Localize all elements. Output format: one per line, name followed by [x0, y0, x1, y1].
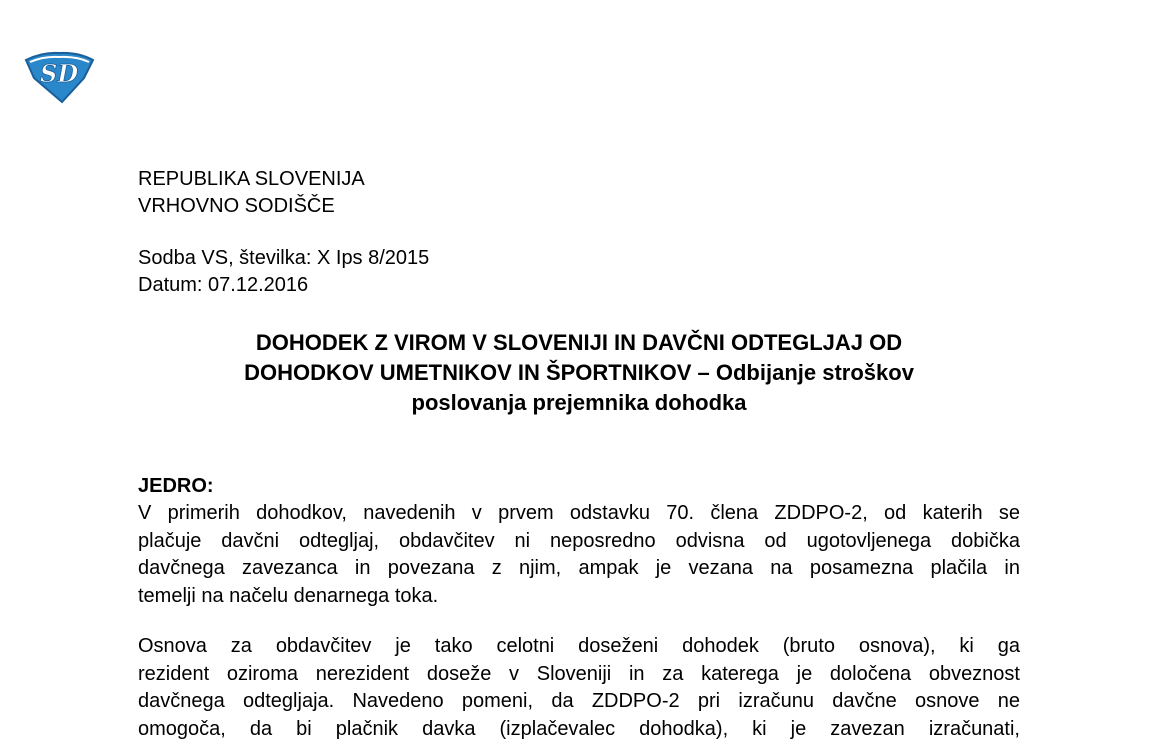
paragraph	[138, 500, 1020, 610]
title-line: DOHODEK Z VIROM V SLOVENIJI IN DAVČNI ODTEGLJAJ OD	[255, 330, 903, 355]
country-name: REPUBLIKA SLOVENIJA	[138, 168, 365, 190]
court-name: VRHOVNO SODIŠČE	[138, 195, 335, 217]
paragraph-line: davčnega odtegljaja. Navedeno pomeni, da ZDDPO-2 pri izračunu davčne osnove ne	[138, 690, 1020, 712]
paragraph-line: Osnova za obdavčitev je tako celotni doseženi dohodek (bruto osnova), ki ga	[138, 635, 1020, 657]
paragraph	[138, 633, 1020, 743]
sd-shield-logo-icon	[22, 50, 96, 104]
case-date: Datum: 07.12.2016	[138, 274, 309, 296]
section-heading-jedro: JEDRO:	[138, 475, 214, 497]
paragraph-line: temelji na načelu denarnega toka.	[138, 584, 439, 607]
paragraph-line: plačuje davčni odtegljaj, obdavčitev ni neposredno odvisna od ugotovljenega dobička	[138, 529, 1020, 552]
paragraph-line: davčnega zavezanca in povezana z njim, ampak je vezana na posamezna plačila in	[138, 557, 1020, 579]
title-line: poslovanja prejemnika dohodka	[411, 390, 747, 415]
document-title	[138, 328, 1020, 418]
paragraph-line: rezident oziroma nerezident doseže v Sloveniji in za katerega je določena obveznost	[138, 662, 1020, 685]
court-header	[138, 166, 365, 220]
case-info	[138, 245, 429, 299]
case-number: Sodba VS, številka: X Ips 8/2015	[138, 247, 430, 269]
logo-text: SD	[40, 59, 79, 88]
paragraph-line: V primerih dohodkov, navedenih v prvem odstavku 70. člena ZDDPO-2, od katerih se	[138, 502, 1020, 524]
title-line: DOHODKOV UMETNIKOV IN ŠPORTNIKOV – Odbijanje stroškov	[244, 360, 914, 385]
paragraph-line: omogoča, da bi plačnik davka (izplačevalec dohodka), ki je zavezan izračunati,	[138, 717, 1020, 740]
